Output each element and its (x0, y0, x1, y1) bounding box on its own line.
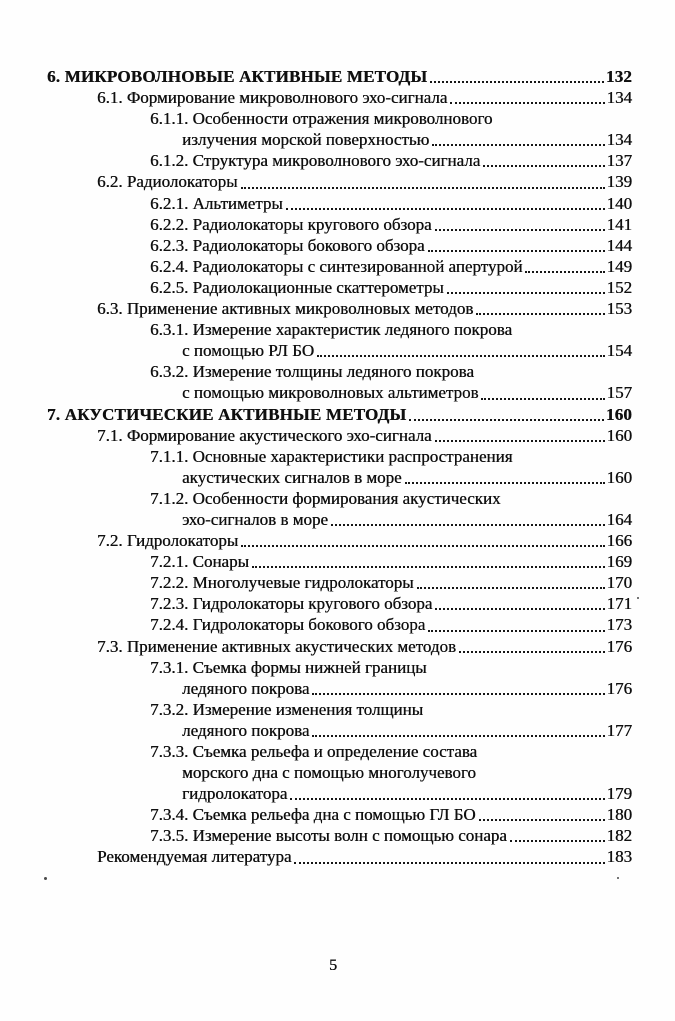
toc-page-number: 139 (606, 172, 632, 192)
toc-entry-line (47, 720, 632, 741)
toc-page-number: 154 (606, 341, 632, 361)
toc-leader-dots (312, 735, 604, 737)
toc-leader-dots (252, 566, 605, 568)
toc-entry-line (47, 193, 632, 214)
toc-entry-text: акустических сигналов в море (182, 467, 402, 487)
toc-entry-line (47, 277, 632, 298)
toc-page-number: 160 (605, 404, 632, 424)
toc-leader-dots (409, 419, 604, 421)
toc-leader-dots (479, 819, 605, 821)
toc-entry-text: 7.2.3. Гидролокаторы кругового обзора (150, 594, 433, 614)
toc-entry-text: 7.1.1. Основные характеристики распространения (150, 446, 513, 466)
toc-leader-dots (432, 144, 604, 146)
scan-speck (617, 877, 619, 879)
toc-entry-line (47, 108, 632, 129)
toc-entry-text: 7.3.5. Измерение высоты волн с помощью сонара (150, 826, 507, 846)
toc-entry-line (47, 783, 632, 804)
toc-entry-line (47, 657, 632, 678)
toc-entry-line (47, 298, 632, 319)
toc-entry-line (47, 404, 632, 425)
toc-leader-dots (317, 355, 605, 357)
toc-entry-text: 6.3.2. Измерение толщины ледяного покрова (150, 362, 474, 382)
toc-leader-dots (294, 862, 604, 864)
toc-page-number: 137 (606, 151, 632, 171)
toc-entry-text: с помощью РЛ БО (182, 341, 314, 361)
toc-entry-text: 6.1.1. Особенности отражения микроволнового (150, 109, 493, 129)
toc-page-number: 152 (606, 277, 632, 297)
toc-entry-line (47, 446, 632, 467)
toc-entry-text: 6.2.1. Альтиметры (150, 193, 283, 213)
toc-page-number: 160 (606, 425, 632, 445)
toc-page-number: 160 (606, 467, 632, 487)
toc-entry-line (47, 467, 632, 488)
toc-entry-line (47, 425, 632, 446)
toc-entry-text: морского дна с помощью многолучевого (182, 763, 476, 783)
toc-page-number: 149 (606, 256, 632, 276)
toc-leader-dots (241, 545, 604, 547)
toc-leader-dots (435, 440, 605, 442)
toc-page-number: 171 (606, 594, 632, 614)
toc-page-number: 157 (606, 383, 632, 403)
toc-entry-text: 7.2. Гидролокаторы (97, 531, 239, 551)
toc-leader-dots (312, 693, 604, 695)
toc-entry-line (47, 66, 632, 87)
toc-entry-line (47, 699, 632, 720)
toc-entry-text: 6.1. Формирование микроволнового эхо-сигнала (97, 88, 448, 108)
toc-page-number: 182 (606, 826, 632, 846)
toc-page-number: 164 (606, 509, 632, 529)
toc-leader-dots (447, 292, 605, 294)
toc-entry-text: 7.3.4. Съемка рельефа дна с помощью ГЛ БО (150, 805, 476, 825)
toc-page-number: 180 (606, 805, 632, 825)
toc-leader-dots (481, 398, 604, 400)
toc-entry-text: 6.1.2. Структура микроволнового эхо-сигнала (150, 151, 481, 171)
toc-page-number: 144 (606, 235, 632, 255)
toc-page-number: 173 (606, 615, 632, 635)
toc-leader-dots (476, 313, 604, 315)
toc-entry-line (47, 846, 632, 867)
toc-page-number: 153 (606, 299, 632, 319)
scan-speck (44, 877, 47, 880)
scan-speck (637, 597, 639, 599)
toc-leader-dots (459, 651, 605, 653)
toc-entry-text: 6.2.2. Радиолокаторы кругового обзора (150, 214, 432, 234)
toc-leader-dots (286, 208, 605, 210)
toc-leader-dots (428, 250, 605, 252)
toc-entry-line (47, 636, 632, 657)
toc-entry-line (47, 762, 632, 783)
toc-entry-line (47, 150, 632, 171)
toc-entry-text: гидролокатора (182, 784, 288, 804)
toc-page-number: 132 (605, 67, 632, 86)
toc-leader-dots (430, 81, 604, 83)
toc-entry-text: 7.1.2. Особенности формирования акустических (150, 488, 501, 508)
toc-entry-line (47, 530, 632, 551)
toc-entry-line (47, 804, 632, 825)
toc-entry-text: 7.2.1. Сонары (150, 552, 249, 572)
toc-page-number: 141 (606, 214, 632, 234)
toc-entry-text: ледяного покрова (182, 678, 310, 698)
toc-entry-text: 7.3.1. Съемка формы нижней границы (150, 657, 427, 677)
toc-leader-dots (428, 630, 604, 632)
toc-entry-line (47, 361, 632, 382)
toc-entry-text: 7.3. Применение активных акустических методов (97, 636, 456, 656)
toc-page-number: 176 (606, 678, 632, 698)
toc-list (47, 66, 632, 868)
toc-entry-text: с помощью микроволновых альтиметров (182, 383, 479, 403)
toc-entry-text: 7.3.2. Измерение изменения толщины (150, 699, 424, 719)
toc-entry-line (47, 171, 632, 192)
toc-entry-text: эхо-сигналов в море (182, 509, 328, 529)
toc-page-number: 177 (606, 720, 632, 740)
toc-entry-line (47, 87, 632, 108)
toc-entry-line (47, 614, 632, 635)
toc-entry-line (47, 551, 632, 572)
toc-entry-line (47, 488, 632, 509)
toc-leader-dots (331, 524, 605, 526)
toc-entry-line (47, 235, 632, 256)
toc-page-number: 169 (606, 552, 632, 572)
toc-entry-text: 7.2.2. Многолучевые гидролокаторы (150, 573, 414, 593)
toc-page-number: 166 (606, 531, 632, 551)
toc-page-number: 176 (606, 636, 632, 656)
toc-entry-text: 6.2. Радиолокаторы (97, 172, 238, 192)
toc-entry-text: 7. АКУСТИЧЕСКИЕ АКТИВНЫЕ МЕТОДЫ (47, 404, 407, 424)
footer-page-number: 5 (329, 957, 337, 974)
toc-leader-dots (525, 271, 604, 273)
toc-entry-text: 6. МИКРОВОЛНОВЫЕ АКТИВНЫЕ МЕТОДЫ (47, 67, 428, 86)
toc-page-number: 140 (606, 193, 632, 213)
toc-entry-text: 6.3. Применение активных микроволновых методов (97, 299, 474, 319)
toc-leader-dots (510, 840, 605, 842)
toc-entry-text: 6.2.4. Радиолокаторы с синтезированной апертурой (150, 256, 523, 276)
toc-page-number: 179 (606, 784, 632, 804)
toc-entry-text: 7.3.3. Съемка рельефа и определение состава (150, 742, 478, 761)
toc-page-number: 134 (606, 88, 632, 108)
toc-entry-line (47, 214, 632, 235)
toc-entry-line (47, 509, 632, 530)
toc-leader-dots (417, 587, 605, 589)
toc-entry-line (47, 593, 632, 614)
toc-entry-text: 6.2.5. Радиолокационные скаттерометры (150, 277, 444, 297)
toc-entry-line (47, 572, 632, 593)
toc-entry-line (47, 678, 632, 699)
toc-entry-text: 6.3.1. Измерение характеристик ледяного покрова (150, 320, 513, 340)
toc-entry-line (47, 741, 632, 762)
toc-entry-line (47, 340, 632, 361)
toc-page-number: 170 (606, 573, 632, 593)
toc-leader-dots (290, 798, 604, 800)
toc-entry-text: излучения морской поверхностью (182, 130, 430, 150)
toc-entry-text: ледяного покрова (182, 720, 310, 740)
toc-entry-line (47, 382, 632, 403)
toc-leader-dots (435, 229, 605, 231)
toc-entry-text: Рекомендуемая литература (97, 847, 292, 867)
toc-page-number: 183 (606, 847, 632, 867)
toc-page-number: 134 (606, 130, 632, 150)
toc-entry-text: 6.2.3. Радиолокаторы бокового обзора (150, 235, 425, 255)
toc-leader-dots (241, 187, 605, 189)
toc-entry-line (47, 825, 632, 846)
toc-entry-line (47, 129, 632, 150)
toc-leader-dots (405, 482, 605, 484)
toc-leader-dots (450, 102, 604, 104)
toc-entry-text: 7.1. Формирование акустического эхо-сигнала (97, 425, 432, 445)
toc-entry-line (47, 319, 632, 340)
toc-leader-dots (483, 165, 604, 167)
toc-leader-dots (435, 608, 604, 610)
toc-entry-line (47, 256, 632, 277)
toc-entry-text: 7.2.4. Гидролокаторы бокового обзора (150, 615, 426, 635)
